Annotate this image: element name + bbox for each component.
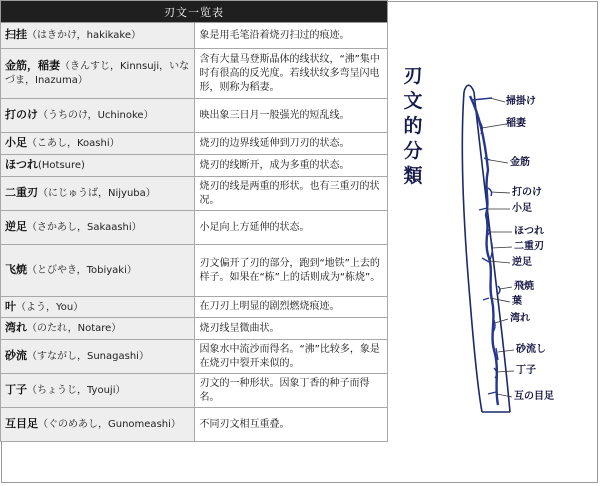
label-inazuma: 稲妻 <box>506 118 526 129</box>
definition-cell: 含有大量马登斯晶体的线状纹，“沸”集中时有很高的反光度。若线状纹多弯呈闪电形，则称为稻妻。 <box>194 49 388 99</box>
blade-illustration <box>390 0 596 480</box>
term-kanji: 逆足 <box>5 220 27 233</box>
term-kanji: 丁子 <box>5 383 27 396</box>
table-header: 刃文一览表 <box>1 1 388 23</box>
term-kanji: 二重刃 <box>5 186 38 199</box>
leader-nijuba <box>492 247 512 248</box>
leader-choji <box>496 371 514 372</box>
table-row <box>1 374 388 408</box>
label-choji: 丁子 <box>516 365 536 376</box>
term-reading: （さかあし，Sakaashi） <box>27 222 142 233</box>
term-cell <box>1 408 195 442</box>
term-cell <box>1 155 195 177</box>
leader-sakaashi <box>489 261 510 263</box>
label-you: 葉 <box>512 296 522 307</box>
definition-cell: 烧刃线呈微曲状。 <box>194 318 388 340</box>
term-cell <box>1 211 195 245</box>
label-notare: 湾れ <box>510 313 530 324</box>
term-reading: （にじゅうば，Nijyuba） <box>38 188 156 199</box>
definition-cell: 烧刃的线是两重的形状。也有三重刃的状况。 <box>194 177 388 211</box>
label-nijuba: 二重刃 <box>514 241 544 252</box>
table-row <box>1 49 388 99</box>
table-row <box>1 245 388 297</box>
blade-diagram <box>390 0 596 480</box>
table-row <box>1 99 388 133</box>
term-cell <box>1 177 195 211</box>
table-row <box>1 340 388 374</box>
term-reading: （うちのけ，Uchinoke） <box>38 110 154 121</box>
term-kanji: 叶 <box>5 299 16 313</box>
definition-cell: 烧刃的边界线延伸到刀刃的状态。 <box>194 133 388 155</box>
definition-cell: 因象水中流沙而得名。“沸”比较多，象是在烧刃中裂开来似的。 <box>194 340 388 374</box>
gunomeashi-mark <box>488 392 496 394</box>
leader-hakikake <box>490 98 505 102</box>
term-kanji: 砂流 <box>5 349 27 362</box>
hamon-line <box>470 96 498 405</box>
definition-cell: 烧刃的线断开，成为多重的状态。 <box>194 155 388 177</box>
term-kanji: 扫挂 <box>5 28 27 41</box>
term-reading: （こあし，Koashi） <box>27 138 120 149</box>
term-cell <box>1 49 195 99</box>
table-row <box>1 318 388 340</box>
nijuba-mark <box>490 240 492 260</box>
term-reading: （きんすじ，Kinnsuji，いなづま，Inazuma） <box>5 61 190 86</box>
leader-kinsuji <box>490 160 508 163</box>
term-reading: (Hotsure) <box>38 160 85 171</box>
tobiyaki-mark <box>498 286 500 294</box>
term-reading: （すながし，Sunagashi） <box>27 351 149 362</box>
term-cell <box>1 99 195 133</box>
label-tobiyaki: 飛焼 <box>514 281 534 292</box>
label-sakaashi: 逆足 <box>512 257 532 268</box>
term-cell <box>1 23 195 49</box>
label-uchinoke: 打のけ <box>512 187 542 198</box>
label-gunomeashi: 互の目足 <box>514 391 554 402</box>
label-koashi: 小足 <box>512 203 532 214</box>
leader-notare <box>495 319 508 323</box>
you-mark <box>483 298 489 300</box>
term-kanji: ほつれ <box>5 158 38 171</box>
kinsuji-mark <box>484 158 490 160</box>
definition-cell: 刃文偏开了刃的部分，跑到“地铁”上去的样子。如果在“栋”上的话则成为“栋烧”。 <box>194 245 388 297</box>
term-reading: （はきかけ，hakikake） <box>27 30 141 41</box>
table-row <box>1 211 388 245</box>
label-kinsuji: 金筋 <box>510 157 530 168</box>
term-reading: （ちょうじ，Tyouji） <box>27 385 126 396</box>
table-body <box>1 23 388 442</box>
definition-cell: 刃文的一种形状。因象丁香的种子而得名。 <box>194 374 388 408</box>
table-row <box>1 23 388 49</box>
term-cell <box>1 340 195 374</box>
term-reading: （のたれ，Notare） <box>27 323 122 334</box>
term-kanji: 金筋，稲妻 <box>5 59 60 72</box>
term-cell <box>1 374 195 408</box>
term-reading: （とびやき，Tobiyaki） <box>27 265 137 276</box>
term-kanji: 打のけ <box>5 108 38 121</box>
leader-uchinoke <box>491 192 510 193</box>
leader-sunagashi <box>498 350 514 352</box>
term-kanji: 互目足 <box>5 417 38 430</box>
table-row <box>1 297 388 318</box>
definition-cell: 小足向上方延伸的状态。 <box>194 211 388 245</box>
definition-cell: 象是用毛笔沿着烧刃扫过的痕迹。 <box>194 23 388 49</box>
term-kanji: 小足 <box>5 136 27 149</box>
table-row <box>1 155 388 177</box>
term-cell <box>1 297 195 318</box>
term-cell <box>1 318 195 340</box>
table-row <box>1 177 388 211</box>
definition-cell: 不同刃文相互重叠。 <box>194 408 388 442</box>
table-row <box>1 133 388 155</box>
blade-tip <box>464 85 474 92</box>
term-reading: （ぐのめあし，Gunomeashi） <box>38 419 181 430</box>
label-hotsure: ほつれ <box>514 226 544 237</box>
leader-gunomeashi <box>497 394 512 397</box>
term-reading: （よう，You） <box>16 301 84 313</box>
label-hakikake: 掃掛け <box>506 96 536 107</box>
diagram-title: 刃文的分類 <box>403 65 423 187</box>
leader-inazuma <box>482 124 506 128</box>
definition-cell: 映出象三日月一般强光的短乱线。 <box>194 99 388 133</box>
definition-cell: 在刀刃上明显的剧烈燃烧痕迹。 <box>194 297 388 318</box>
term-cell <box>1 133 195 155</box>
term-cell <box>1 245 195 297</box>
table-row <box>1 408 388 442</box>
term-kanji: 湾れ <box>5 321 27 334</box>
term-kanji: 飞焼 <box>5 263 27 276</box>
label-sunagashi: 砂流し <box>516 344 546 355</box>
leader-tobiyaki <box>500 287 512 289</box>
